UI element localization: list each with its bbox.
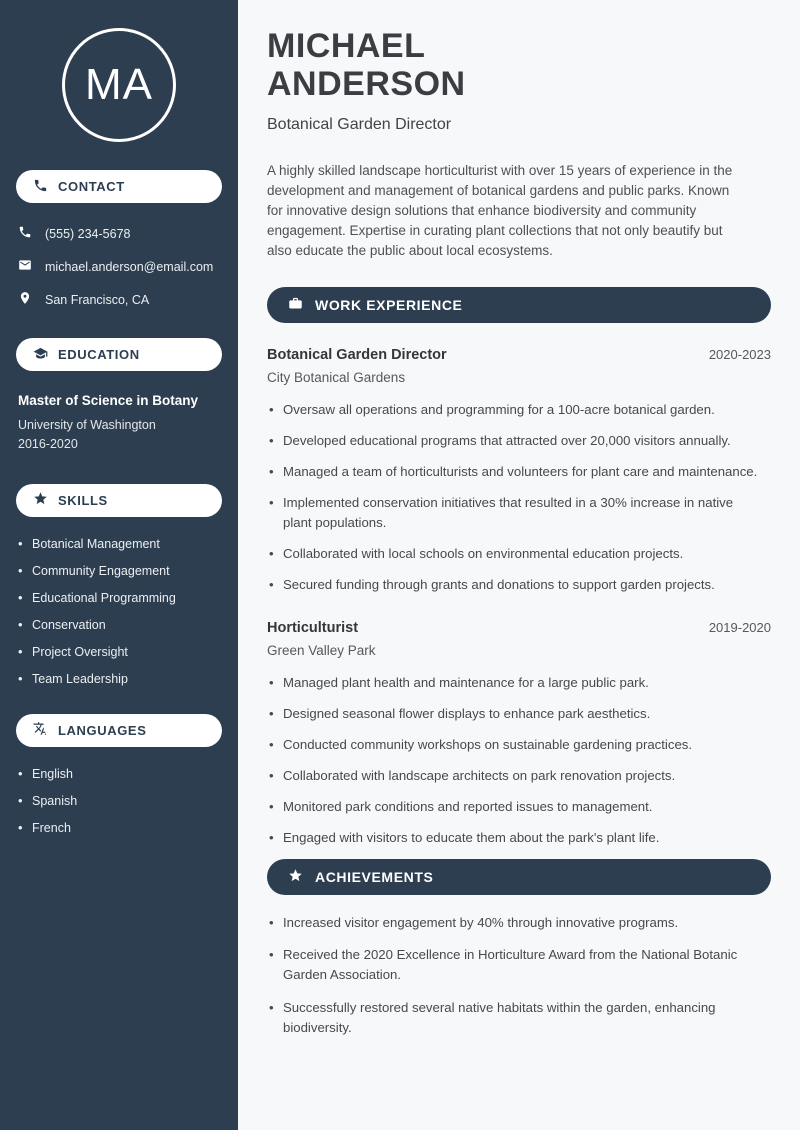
- avatar: [62, 28, 176, 142]
- job-entry: [267, 620, 771, 848]
- profile-title: Botanical Garden Director: [267, 116, 452, 134]
- avatar-initials: MA: [85, 60, 153, 109]
- skill-item: • Team Leadership: [0, 672, 238, 686]
- job-bullet: • Secured funding through grants and donations to support garden projects.: [267, 575, 763, 595]
- job-bullet: • Collaborated with local schools on environmental education projects.: [267, 544, 763, 564]
- sidebar: [0, 0, 238, 1130]
- contact-phone-row: [0, 225, 238, 242]
- phone-icon: [18, 225, 32, 242]
- contact-heading: CONTACT: [58, 179, 125, 194]
- job-bullet: • Managed plant health and maintenance for a large public park.: [267, 673, 763, 693]
- job-bullet: • Conducted community workshops on sustainable gardening practices.: [267, 735, 763, 755]
- first-name: MICHAEL: [267, 27, 426, 65]
- languages-section-header: [16, 714, 222, 747]
- skills-section-header: [16, 484, 222, 517]
- job-dates: 2020-2023: [708, 347, 771, 363]
- languages-list: [0, 767, 238, 835]
- education-school: University of Washington: [18, 418, 156, 432]
- job-header: [267, 620, 771, 636]
- skill-item: • Community Engagement: [0, 564, 238, 578]
- job-company: Green Valley Park: [267, 642, 376, 658]
- job-bullet-list: [267, 400, 771, 596]
- phone-icon: [33, 178, 48, 196]
- job-header: [267, 347, 771, 363]
- language-item: • English: [0, 767, 238, 781]
- skill-item: • Conservation: [0, 618, 238, 632]
- job-bullet: • Collaborated with landscape architects on park renovation projects.: [267, 766, 763, 786]
- star-icon: [288, 868, 303, 886]
- languages-heading: LANGUAGES: [58, 722, 147, 738]
- job-title: Botanical Garden Director: [267, 347, 447, 364]
- education-heading: EDUCATION: [58, 347, 140, 362]
- achievements-heading: ACHIEVEMENTS: [315, 868, 434, 885]
- achievements-list: [267, 913, 771, 1039]
- contact-phone-value: (555) 234-5678: [45, 226, 131, 241]
- contact-email-value: michael.anderson@email.com: [45, 259, 214, 274]
- contact-location-row: [0, 291, 238, 308]
- job-bullet: • Monitored park conditions and reported issues to management.: [267, 797, 763, 817]
- achievement-item: • Successfully restored several native habitats within the garden, enhancing biodiversity.: [267, 998, 763, 1039]
- profile-summary: A highly skilled landscape horticulturist with over 15 years of experience in the development and management of botanical gardens and public parks. Known for innovative design solutions that enhance biodiversity and community engagement. Expertise in curating plant collections that not only beautify but also educate the public about local ecosystems.: [267, 163, 733, 259]
- job-company: City Botanical Gardens: [267, 370, 406, 386]
- job-dates: 2019-2020: [708, 619, 771, 635]
- skill-item: • Project Oversight: [0, 645, 238, 659]
- job-entry: [267, 347, 771, 596]
- job-bullet-list: [267, 673, 771, 848]
- main-content: [238, 0, 800, 1130]
- work-experience-section-header: [267, 287, 771, 323]
- education-entry: [18, 393, 220, 454]
- job-bullet: • Engaged with visitors to educate them about the park's plant life.: [267, 828, 763, 848]
- education-section-header: [16, 338, 222, 371]
- job-bullet: • Developed educational programs that attracted over 20,000 visitors annually.: [267, 431, 763, 451]
- achievement-item: • Increased visitor engagement by 40% through innovative programs.: [267, 913, 763, 933]
- star-icon: [33, 491, 48, 509]
- contact-email-row: [0, 258, 238, 275]
- achievement-item: • Received the 2020 Excellence in Horticulture Award from the National Botanic Garden Association.: [267, 945, 763, 986]
- page-title: [267, 27, 771, 103]
- graduation-cap-icon: [33, 346, 48, 364]
- contact-list: [0, 225, 238, 308]
- skill-item: • Botanical Management: [0, 537, 238, 551]
- briefcase-icon: [288, 296, 303, 314]
- contact-section-header: [16, 170, 222, 203]
- achievements-section-header: [267, 859, 771, 895]
- skills-list: [0, 537, 238, 686]
- translate-icon: [33, 721, 48, 739]
- language-item: • French: [0, 821, 238, 835]
- skills-heading: SKILLS: [58, 492, 108, 508]
- job-bullet: • Oversaw all operations and programming for a 100-acre botanical garden.: [267, 400, 763, 420]
- language-item: • Spanish: [0, 794, 238, 808]
- education-years: 2016-2020: [18, 436, 78, 451]
- location-pin-icon: [18, 291, 32, 308]
- job-bullet: • Implemented conservation initiatives that resulted in a 30% increase in native plant populations.: [267, 493, 763, 534]
- email-icon: [18, 258, 32, 275]
- last-name: ANDERSON: [267, 65, 466, 104]
- work-experience-heading: WORK EXPERIENCE: [315, 297, 463, 314]
- education-degree: Master of Science in Botany: [18, 393, 199, 408]
- skill-item: • Educational Programming: [0, 591, 238, 605]
- job-bullet: • Designed seasonal flower displays to enhance park aesthetics.: [267, 704, 763, 724]
- job-bullet: • Managed a team of horticulturists and volunteers for plant care and maintenance.: [267, 462, 763, 482]
- job-title: Horticulturist: [267, 619, 359, 636]
- contact-location-value: San Francisco, CA: [45, 292, 150, 307]
